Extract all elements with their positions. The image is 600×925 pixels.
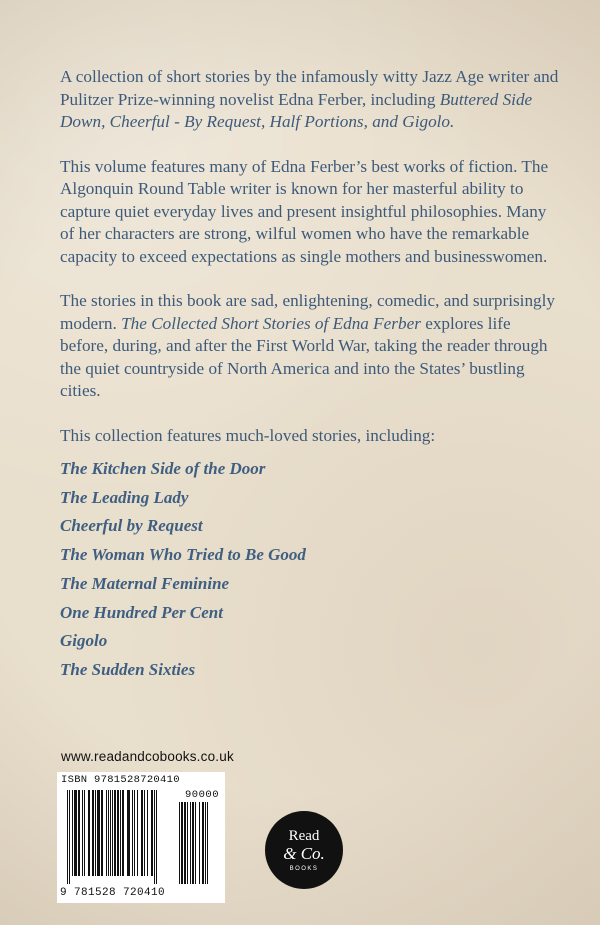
- price-code: 90000: [184, 789, 219, 801]
- publisher-website: www.readandcobooks.co.uk: [61, 749, 234, 764]
- barcode-bar: [187, 802, 188, 884]
- barcode-bar: [179, 802, 180, 884]
- story-list-intro: This collection features much-loved stories, including:: [60, 425, 436, 445]
- barcode-bar: [151, 790, 153, 876]
- barcode-bar: [74, 790, 77, 876]
- barcode-bar: [195, 802, 196, 884]
- story-title: The Woman Who Tried to Be Good: [60, 545, 306, 565]
- barcode-bar: [82, 790, 83, 876]
- barcode-bar: [88, 790, 90, 876]
- barcode-bar: [72, 790, 73, 876]
- barcode-bar: [112, 790, 113, 876]
- barcode-bar: [207, 802, 208, 884]
- barcode-bar: [144, 790, 145, 876]
- story-title: The Leading Lady: [60, 487, 189, 507]
- barcode-bar: [101, 790, 103, 876]
- logo-read-text: Read: [288, 828, 320, 844]
- barcode-bar: [117, 790, 119, 876]
- story-title: Gigolo: [60, 631, 108, 651]
- blurb-paragraph-3-end: explores life before, during, and after the First World War, taking the reader through the quiet countryside of North America and into the States’ bustling cities.: [60, 313, 548, 400]
- blurb-paragraph-1-titles: Buttered Side Down, Cheerful - By Request, Half Portions, and Gigolo.: [60, 89, 533, 131]
- publisher-logo: [265, 811, 343, 889]
- book-title-reference: The Collected Short Stories of Edna Ferber: [121, 313, 421, 333]
- story-title: The Sudden Sixties: [60, 659, 196, 679]
- back-cover-blurb: [60, 66, 560, 685]
- barcode-bar: [137, 790, 138, 876]
- story-title: The Maternal Feminine: [60, 573, 230, 593]
- barcode-bar: [67, 790, 68, 884]
- barcode-bar: [84, 790, 85, 876]
- story-title: The Kitchen Side of the Door: [60, 459, 266, 478]
- barcode-bar: [92, 790, 94, 876]
- barcode-bar: [202, 802, 204, 884]
- story-title: Cheerful by Request: [60, 516, 203, 536]
- barcode-bar: [192, 802, 194, 884]
- barcode-bar: [106, 790, 107, 876]
- logo-books-text: BOOKS: [289, 866, 319, 872]
- barcode-bar: [184, 802, 186, 884]
- barcode-bar: [181, 802, 183, 884]
- barcode-bar: [108, 790, 109, 876]
- blurb-paragraph-3: [60, 290, 560, 403]
- barcode-bar: [199, 802, 200, 884]
- barcode-bar: [132, 790, 133, 876]
- barcode-bar: [190, 802, 191, 884]
- barcode-bar: [97, 790, 100, 876]
- barcode-bar: [69, 790, 70, 884]
- barcode-bar: [122, 790, 124, 876]
- barcode-bar: [141, 790, 143, 876]
- blurb-paragraph-3-start: The stories in this book are sad, enlightening, comedic, and surprisingly modern.: [60, 291, 555, 333]
- addon-barcode-bars: [179, 802, 219, 886]
- story-list: [60, 455, 560, 685]
- blurb-paragraph-1-text: A collection of short stories by the infamously witty Jazz Age writer and Pulitzer Prize-winning novelist Edna Ferber, including: [60, 67, 559, 109]
- barcode-bar: [156, 790, 157, 884]
- barcode-bar: [147, 790, 148, 876]
- barcode-bar: [95, 790, 96, 876]
- ean-barcode-bars: [67, 790, 175, 886]
- isbn-label: ISBN 9781528720410: [61, 774, 180, 786]
- barcode-bar: [134, 790, 135, 876]
- barcode-bar: [154, 790, 155, 884]
- barcode-bar: [78, 790, 80, 876]
- barcode-bar: [110, 790, 111, 876]
- blurb-paragraph-1: [60, 66, 560, 134]
- blurb-paragraph-2: This volume features many of Edna Ferber’s best works of fiction. The Algonquin Round Table writer is known for her masterful ability to capture quiet everyday lives and present insightful philosophies. Many of her characters are strong, wilful women who have the remarkable capacity to exceed expectations as single mothers and businesswomen.: [60, 156, 549, 266]
- barcode-bar: [205, 802, 206, 884]
- barcode-bar: [120, 790, 121, 876]
- barcode-bar: [114, 790, 116, 876]
- story-title: One Hundred Per Cent: [60, 602, 223, 622]
- barcode-bar: [127, 790, 130, 876]
- logo-co-text: & Co.: [283, 844, 325, 863]
- barcode-number: 9 781528 720410: [60, 887, 166, 899]
- isbn-barcode: [57, 772, 225, 903]
